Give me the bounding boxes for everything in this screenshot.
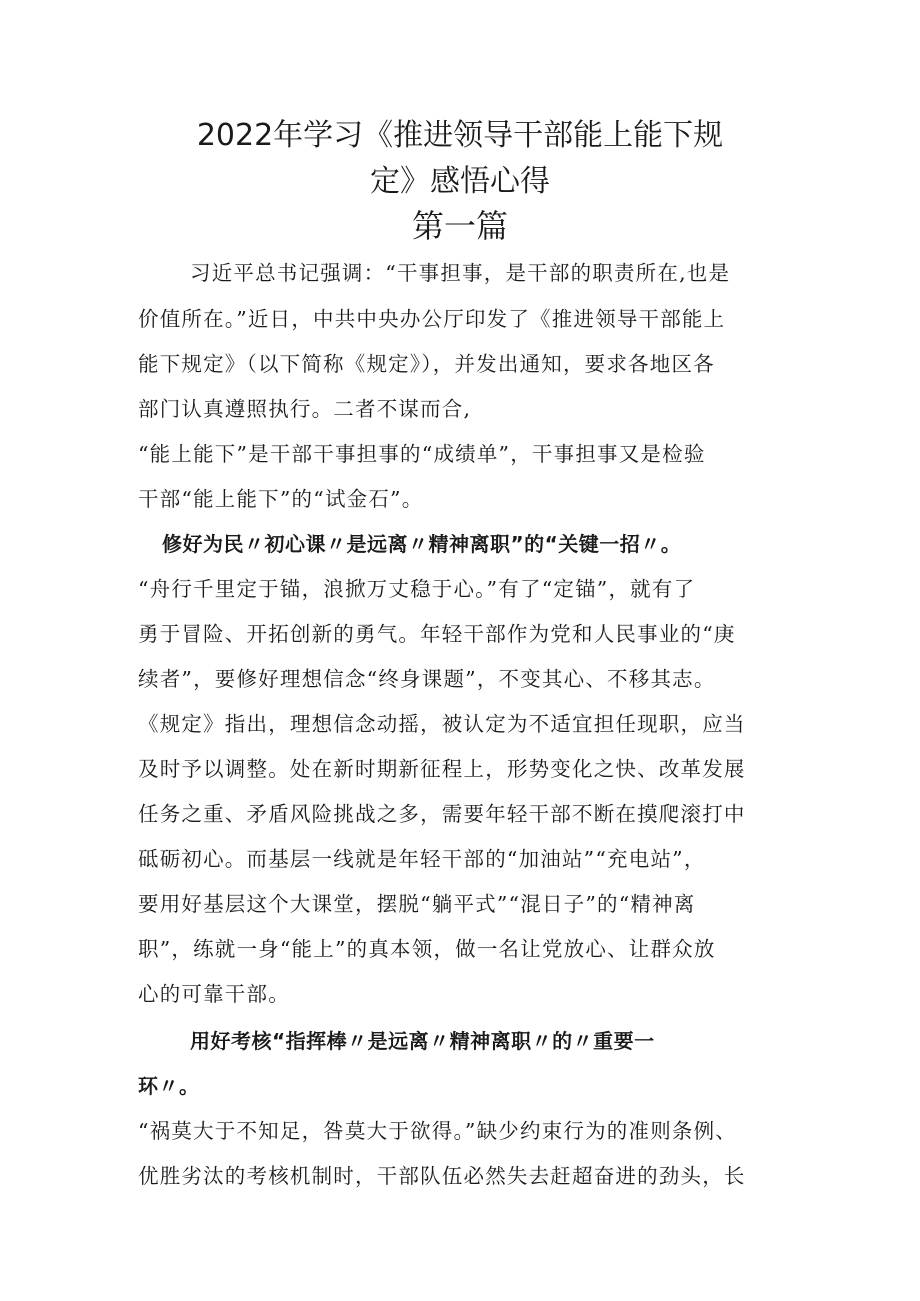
paragraph-line: 《规定》指出，理想信念动摇，被认定为不适宜担任现职，应当 bbox=[138, 712, 746, 736]
paragraph-line: “能上能下”是干部干事担事的“成绩单”，干事担事又是检验 bbox=[138, 442, 706, 466]
paragraph-line: 干部“能上能下”的“试金石”。 bbox=[138, 487, 424, 511]
paragraph-line: 任务之重、矛盾风险挑战之多，需要年轻干部不断在摸爬滚打中 bbox=[138, 802, 746, 826]
paragraph-line: 职”，练就一身“能上”的真本领，做一名让党放心、让群众放 bbox=[138, 937, 716, 961]
document-subtitle: 第一篇 bbox=[411, 207, 508, 245]
section-heading-2-continued: 环〃。 bbox=[138, 1074, 200, 1098]
paragraph-line: 要用好基层这个大课堂，摆脱“躺平式”“混日子”的“精神离 bbox=[138, 892, 696, 916]
paragraph-line: 心的可靠干部。 bbox=[138, 982, 290, 1006]
paragraph-line: 部门认真遵照执行。二者不谋而合, bbox=[138, 397, 472, 421]
document-title-line-2: 定》感悟心得 bbox=[370, 164, 550, 199]
section-heading-1: 修好为民〃初心课〃是远离〃精神离职”的“关键一招〃。 bbox=[162, 532, 682, 556]
paragraph-line: “舟行千里定于锚，浪掀万丈稳于心。”有了“定锚”，就有了 bbox=[138, 577, 696, 601]
paragraph-line: “祸莫大于不知足，咎莫大于欲得。”缺少约束行为的准则条例、 bbox=[138, 1119, 738, 1143]
paragraph-line: 续者”，要修好理想信念“终身课题”，不变其心、不移其志。 bbox=[138, 667, 716, 691]
paragraph-line: 价值所在。”近日，中共中央办公厅印发了《推进领导干部能上 bbox=[138, 307, 726, 331]
paragraph-line: 优胜劣汰的考核机制时，干部队伍必然失去赶超奋进的劲头，长 bbox=[138, 1164, 746, 1188]
paragraph-line: 及时予以调整。处在新时期新征程上，形势变化之快、改革发展 bbox=[138, 757, 746, 781]
paragraph-line: 能下规定》（以下简称《规定》），并发出通知，要求各地区各 bbox=[138, 352, 715, 376]
document-title-line-1: 2022年学习《推进领导干部能上能下规 bbox=[196, 118, 724, 153]
section-heading-2: 用好考核“指挥棒〃是远离〃精神离职〃的〃重要一 bbox=[190, 1029, 655, 1053]
paragraph-line: 勇于冒险、开拓创新的勇气。年轻干部作为党和人民事业的“庚 bbox=[138, 622, 736, 646]
paragraph-line: 砥砺初心。而基层一线就是年轻干部的“加油站”“充电站”， bbox=[138, 847, 706, 871]
paragraph-line: 习近平总书记强调：“干事担事，是干部的职责所在,也是 bbox=[190, 261, 731, 285]
